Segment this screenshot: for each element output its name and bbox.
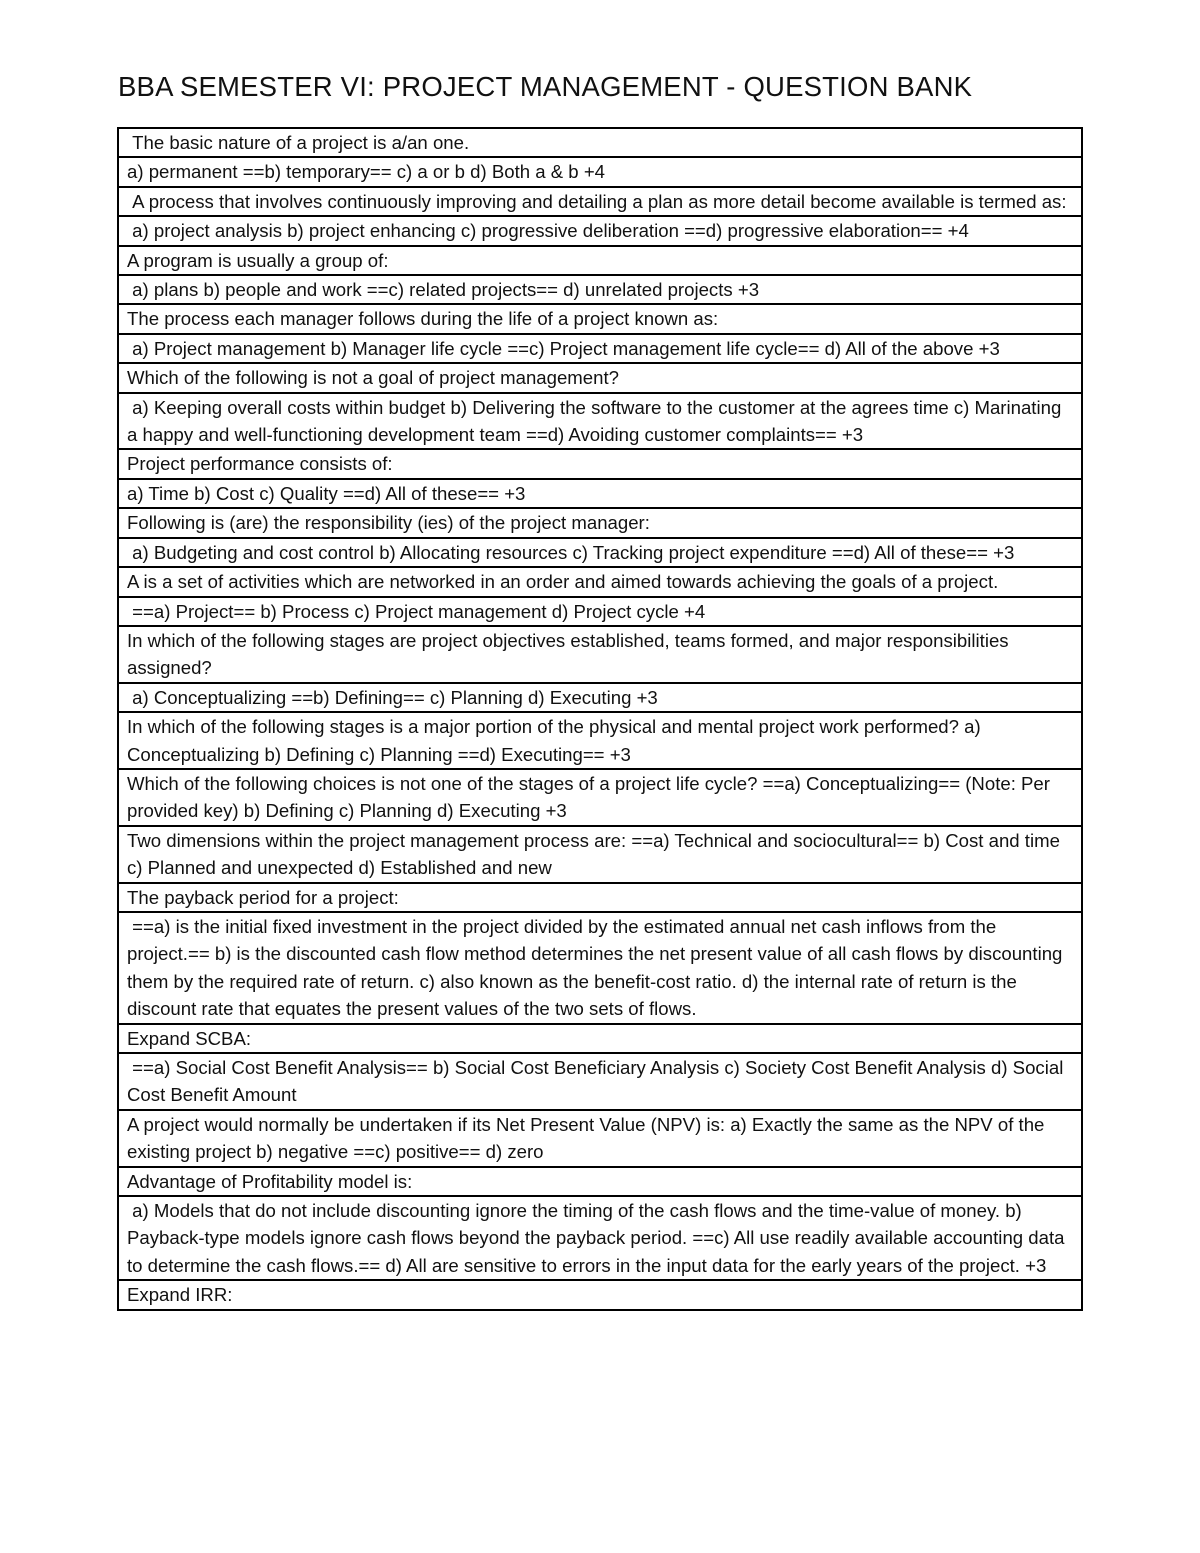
answer-row: A project would normally be undertaken if its Net Present Value (NPV) is: a) Exactly the same as the NPV of the existing project b) negative ==c) positive== d) zero — [119, 1109, 1081, 1166]
question-row: Expand IRR: — [119, 1279, 1081, 1308]
answer-row: a) Project management b) Manager life cycle ==c) Project management life cycle== d) All of the above +3 — [119, 333, 1081, 362]
question-row: A program is usually a group of: — [119, 245, 1081, 274]
question-row: Two dimensions within the project management process are: ==a) Technical and sociocultural== b) Cost and time c) Planned and unexpected d) Established and new — [119, 825, 1081, 882]
answer-row: ==a) Project== b) Process c) Project management d) Project cycle +4 — [119, 596, 1081, 625]
question-row: Which of the following is not a goal of project management? — [119, 362, 1081, 391]
question-row: Project performance consists of: — [119, 448, 1081, 477]
answer-row: a) project analysis b) project enhancing c) progressive deliberation ==d) progressive elaboration== +4 — [119, 215, 1081, 244]
question-row: The basic nature of a project is a/an one. — [127, 132, 470, 153]
question-table — [117, 127, 1083, 1311]
question-row: Advantage of Profitability model is: — [119, 1166, 1081, 1195]
answer-row: a) Time b) Cost c) Quality ==d) All of these== +3 — [119, 478, 1081, 507]
question-row: A process that involves continuously improving and detailing a plan as more detail become available is termed as: — [119, 186, 1081, 215]
answer-row: a) Keeping overall costs within budget b) Delivering the software to the customer at the agrees time c) Marinating a happy and well-functioning development team ==d) Avoiding customer complaints== +3 — [119, 392, 1081, 449]
question-row: In which of the following stages is a major portion of the physical and mental project work performed? a) Conceptualizing b) Defining c) Planning ==d) Executing== +3 — [119, 711, 1081, 768]
answer-row: a) plans b) people and work ==c) related projects== d) unrelated projects +3 — [119, 274, 1081, 303]
page-title: BBA SEMESTER VI: PROJECT MANAGEMENT - QUESTION BANK — [118, 71, 973, 102]
question-row: Following is (are) the responsibility (ies) of the project manager: — [119, 507, 1081, 536]
answer-row: ==a) Social Cost Benefit Analysis== b) Social Cost Beneficiary Analysis c) Society Cost Benefit Analysis d) Social Cost Benefit Amount — [119, 1052, 1081, 1109]
answer-row: Which of the following choices is not one of the stages of a project life cycle? ==a) Conceptualizing== (Note: Per provided key) b) Defining c) Planning d) Executing +3 — [119, 768, 1081, 825]
question-row: In which of the following stages are project objectives established, teams formed, and major responsibilities assigned? — [119, 625, 1081, 682]
answer-row: a) permanent ==b) temporary== c) a or b d) Both a & b +4 — [119, 156, 1081, 185]
answer-row: ==a) is the initial fixed investment in the project divided by the estimated annual net cash inflows from the project.== b) is the discounted cash flow method determines the net present value of all cash flows by discounting them by the required rate of return. c) also known as the benefit-cost ratio. d) the internal rate of return is the discount rate that equates the present values of the two sets of flows. — [119, 911, 1081, 1023]
answer-row: The payback period for a project: — [119, 882, 1081, 911]
answer-row: a) Models that do not include discounting ignore the timing of the cash flows and the time-value of money. b) Payback-type models ignore cash flows beyond the payback period. ==c) All use readily available accounting data to determine the cash flows.== d) All are sensitive to errors in the input data for the early years of the project. +3 — [119, 1195, 1081, 1279]
answer-row: a) Budgeting and cost control b) Allocating resources c) Tracking project expenditure ==d) All of these== +3 — [119, 537, 1081, 566]
question-row: A is a set of activities which are networked in an order and aimed towards achieving the goals of a project. — [119, 566, 1081, 595]
answer-row: Expand SCBA: — [119, 1023, 1081, 1052]
answer-row: a) Conceptualizing ==b) Defining== c) Planning d) Executing +3 — [119, 682, 1081, 711]
question-row: The process each manager follows during the life of a project known as: — [119, 303, 1081, 332]
